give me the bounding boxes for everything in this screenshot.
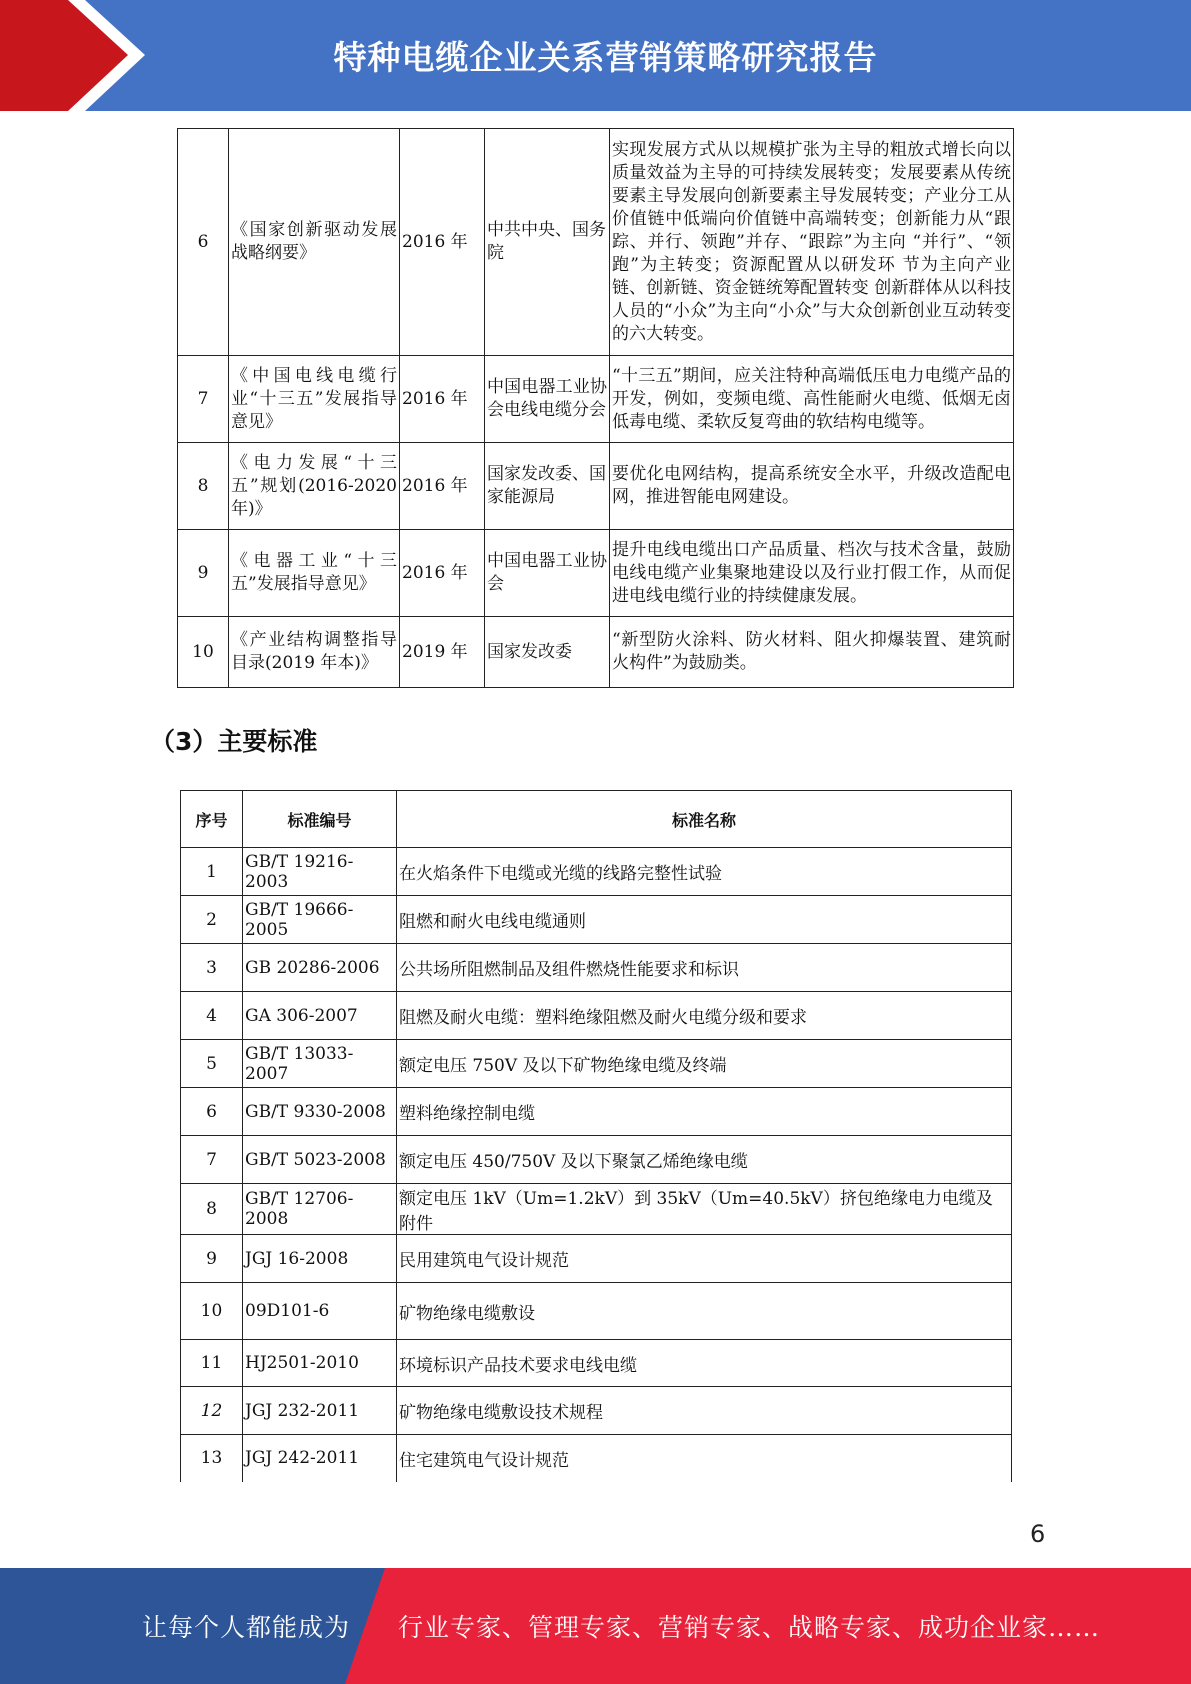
policy-number: 8 (178, 443, 229, 530)
column-header-name: 标准名称 (397, 791, 1012, 848)
standard-code: GB/T 19666-2005 (243, 896, 397, 944)
standard-name: 矿物绝缘电缆敷设技术规程 (397, 1387, 1012, 1435)
table-header-row (181, 791, 1012, 848)
policy-number: 7 (178, 356, 229, 443)
standard-name: 阻燃和耐火电线电缆通则 (397, 896, 1012, 944)
policy-number: 9 (178, 530, 229, 617)
standard-name: 额定电压 750V 及以下矿物绝缘电缆及终端 (397, 1040, 1012, 1088)
policy-issuer: 中国电器工业协会电线电缆分会 (485, 356, 610, 443)
policy-number: 6 (178, 129, 229, 356)
policy-issuer: 国家发改委、国家能源局 (485, 443, 610, 530)
table-row (181, 1040, 1012, 1088)
policy-year: 2019 年 (400, 617, 485, 688)
standard-name: 公共场所阻燃制品及组件燃烧性能要求和标识 (397, 944, 1012, 992)
policy-issuer: 国家发改委 (485, 617, 610, 688)
page-number: 6 (1030, 1520, 1046, 1548)
table-row (181, 1235, 1012, 1283)
policy-name: 《中国电线电缆行业“十三五”发展指导意见》 (229, 356, 400, 443)
table-row (181, 1387, 1012, 1435)
table-row (178, 356, 1014, 443)
standard-code: GB 20286-2006 (243, 944, 397, 992)
policy-year: 2016 年 (400, 129, 485, 356)
page-footer (0, 1568, 1191, 1684)
table-row (181, 992, 1012, 1040)
policy-name: 《电器工业“十三五”发展指导意见》 (229, 530, 400, 617)
standard-index: 13 (181, 1435, 243, 1482)
standard-code: HJ2501-2010 (243, 1340, 397, 1387)
standard-index: 8 (181, 1184, 243, 1235)
table-row (181, 848, 1012, 896)
standard-name: 塑料绝缘控制电缆 (397, 1088, 1012, 1136)
column-header-index: 序号 (181, 791, 243, 848)
policy-issuer: 中共中央、国务院 (485, 129, 610, 356)
policy-name: 《国家创新驱动发展战略纲要》 (229, 129, 400, 356)
standard-index: 10 (181, 1283, 243, 1340)
standard-code: JGJ 242-2011 (243, 1435, 397, 1482)
policy-number: 10 (178, 617, 229, 688)
table-row (178, 129, 1014, 356)
standards-table (180, 790, 1012, 1482)
table-row (181, 944, 1012, 992)
standard-index: 11 (181, 1340, 243, 1387)
standard-index: 7 (181, 1136, 243, 1184)
standard-name: 住宅建筑电气设计规范 (397, 1435, 1012, 1482)
policy-content: 提升电线电缆出口产品质量、档次与技术含量，鼓励电线电缆产业集聚地建设以及行业打假工作，从而促进电线电缆行业的持续健康发展。 (610, 530, 1014, 617)
table-row (181, 1184, 1012, 1235)
policy-table (177, 128, 1014, 688)
standard-name: 环境标识产品技术要求电线电缆 (397, 1340, 1012, 1387)
footer-slogan-left: 让每个人都能成为 (142, 1613, 351, 1642)
standard-name: 额定电压 450/750V 及以下聚氯乙烯绝缘电缆 (397, 1136, 1012, 1184)
table-row (178, 530, 1014, 617)
standard-name: 矿物绝缘电缆敷设 (397, 1283, 1012, 1340)
table-row (178, 617, 1014, 688)
footer-slogan-right: 行业专家、管理专家、营销专家、战略专家、成功企业家…… (398, 1613, 1101, 1642)
column-header-code: 标准编号 (243, 791, 397, 848)
policy-issuer: 中国电器工业协会 (485, 530, 610, 617)
standard-code: JGJ 232-2011 (243, 1387, 397, 1435)
standard-index: 6 (181, 1088, 243, 1136)
standard-index: 3 (181, 944, 243, 992)
table-row (178, 443, 1014, 530)
page-header (0, 0, 1191, 111)
section-heading: （3）主要标准 (150, 727, 318, 756)
table-row (181, 1136, 1012, 1184)
policy-content: “十三五”期间，应关注特种高端低压电力电缆产品的开发，例如，变频电缆、高性能耐火电缆、低烟无卤低毒电缆、柔软反复弯曲的软结构电缆等。 (610, 356, 1014, 443)
standard-name: 在火焰条件下电缆或光缆的线路完整性试验 (397, 848, 1012, 896)
table-row (181, 896, 1012, 944)
standard-code: GB/T 13033-2007 (243, 1040, 397, 1088)
standard-code: GB/T 9330-2008 (243, 1088, 397, 1136)
standard-index: 5 (181, 1040, 243, 1088)
policy-content: 要优化电网结构，提高系统安全水平，升级改造配电网，推进智能电网建设。 (610, 443, 1014, 530)
standard-index: 4 (181, 992, 243, 1040)
policy-year: 2016 年 (400, 443, 485, 530)
standard-name: 额定电压 1kV（Um=1.2kV）到 35kV（Um=40.5kV）挤包绝缘电力电缆及附件 (397, 1184, 1012, 1235)
standard-code: JGJ 16-2008 (243, 1235, 397, 1283)
standard-code: GA 306-2007 (243, 992, 397, 1040)
standard-code: 09D101-6 (243, 1283, 397, 1340)
standard-code: GB/T 5023-2008 (243, 1136, 397, 1184)
policy-content: 实现发展方式从以规模扩张为主导的粗放式增长向以质量效益为主导的可持续发展转变；发展要素从传统要素主导发展向创新要素主导发展转变；产业分工从价值链中低端向价值链中高端转变；创新能力从“跟踪、并行、领跑”并存、“跟踪”为主向 “并行”、“领跑”为主转变；资源配置从以研发环 节为主向产业链、创新链、资金链统筹配置转变 创新群体从以科技人员的“小众”为主向“小众”与大众创新创业互动转变的六大转变。 (610, 129, 1014, 356)
table-row (181, 1088, 1012, 1136)
standard-name: 民用建筑电气设计规范 (397, 1235, 1012, 1283)
table-row (181, 1435, 1012, 1482)
policy-year: 2016 年 (400, 356, 485, 443)
standard-index: 2 (181, 896, 243, 944)
report-title: 特种电缆企业关系营销策略研究报告 (333, 38, 878, 77)
table-row (181, 1283, 1012, 1340)
standard-name: 阻燃及耐火电缆：塑料绝缘阻燃及耐火电缆分级和要求 (397, 992, 1012, 1040)
policy-year: 2016 年 (400, 530, 485, 617)
standard-code: GB/T 19216-2003 (243, 848, 397, 896)
policy-name: 《产业结构调整指导目录(2019 年本)》 (229, 617, 400, 688)
standard-index: 9 (181, 1235, 243, 1283)
policy-name: 《电力发展“十三五”规划(2016-2020年)》 (229, 443, 400, 530)
standard-code: GB/T 12706-2008 (243, 1184, 397, 1235)
policy-content: “新型防火涂料、防火材料、阻火抑爆装置、建筑耐火构件”为鼓励类。 (610, 617, 1014, 688)
standard-index: 1 (181, 848, 243, 896)
table-row (181, 1340, 1012, 1387)
standard-index: 12 (181, 1387, 243, 1435)
